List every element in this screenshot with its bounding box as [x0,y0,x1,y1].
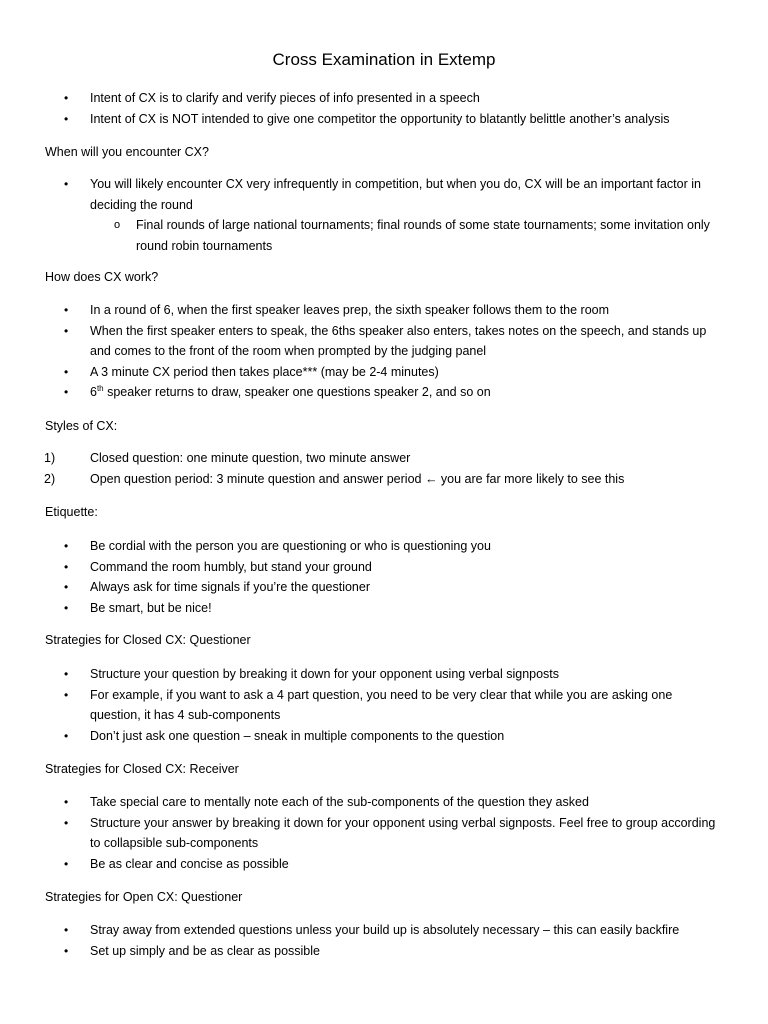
bullet-icon: • [64,943,69,958]
sub-list-item: o Final rounds of large national tournaments; final rounds of some state tournaments; some invitation only round robin tournaments [64,215,724,256]
list-item: • A 3 minute CX period then takes place*** (may be 2-4 minutes) [64,362,724,383]
bullet-icon: • [64,795,69,809]
section-heading-open-questioner: Strategies for Open CX: Questioner [45,890,243,904]
list-item: • Intent of CX is NOT intended to give one competitor the opportunity to blatantly belittle another’s analysis [64,109,724,130]
bullet-icon: • [64,600,69,615]
section-heading-when: When will you encounter CX? [45,145,209,159]
list-item: • 6th speaker returns to draw, speaker one questions speaker 2, and so on [64,382,724,403]
bullet-icon: • [64,580,69,595]
list-item: • You will likely encounter CX very infrequently in competition, but when you do, CX will be an important factor in deciding the round [64,174,724,215]
page-title: Cross Examination in Extemp [272,50,496,69]
list-item: 1) Closed question: one minute question, two minute answer [64,448,724,469]
list-item: • When the first speaker enters to speak, the 6ths speaker also enters, takes notes on the speech, and stands up and comes to the front of the room when prompted by the judging panel [64,321,724,362]
list-item: • Be smart, but be nice! [64,598,724,619]
list-number: 2) [44,471,56,486]
list-item: • Intent of CX is to clarify and verify pieces of info presented in a speech [64,88,724,109]
closed-receiver-list [64,792,724,874]
list-item: • Command the room humbly, but stand your ground [64,557,724,578]
bullet-icon: • [64,364,69,379]
bullet-icon: • [64,559,69,574]
etiquette-list [64,536,724,618]
sub-bullet-icon: o [114,219,121,232]
bullet-icon: • [64,667,69,681]
bullet-icon: • [64,323,69,338]
open-questioner-list [64,920,724,961]
list-item: • Set up simply and be as clear as possible [64,941,724,962]
bullet-icon: • [64,856,69,871]
styles-list [44,448,724,489]
section-heading-styles: Styles of CX: [45,419,118,433]
how-list [64,300,724,403]
list-item: • Always ask for time signals if you’re the questioner [64,577,724,598]
bullet-icon: • [64,923,69,937]
list-item: • Take special care to mentally note each of the sub-components of the question they asked [64,792,724,813]
list-item: • Stray away from extended questions unless your build up is absolutely necessary – this can easily backfire [64,920,724,941]
when-list [64,174,724,256]
section-heading-closed-receiver: Strategies for Closed CX: Receiver [45,762,239,776]
list-number: 1) [44,451,56,465]
list-item: • Structure your question by breaking it down for your opponent using verbal signposts [64,664,724,685]
list-item: • Be cordial with the person you are questioning or who is questioning you [64,536,724,557]
section-heading-closed-questioner: Strategies for Closed CX: Questioner [45,633,251,647]
list-item: • For example, if you want to ask a 4 part question, you need to be very clear that while you are asking one question, it has 4 sub-components [64,685,724,726]
bullet-icon: • [64,303,69,317]
bullet-icon: • [64,385,69,400]
list-item: • Be as clear and concise as possible [64,854,724,875]
section-heading-how: How does CX work? [45,270,159,284]
list-item: • Don’t just ask one question – sneak in multiple components to the question [64,726,724,747]
bullet-icon: • [64,728,69,743]
bullet-icon: • [64,687,69,702]
list-item: • In a round of 6, when the first speaker leaves prep, the sixth speaker follows them to the room [64,300,724,321]
bullet-icon: • [64,111,69,126]
intro-list [64,88,724,129]
list-item: 2) Open question period: 3 minute question and answer period ← you are far more likely to see this [64,469,724,490]
list-item: • Structure your answer by breaking it down for your opponent using verbal signposts. Feel free to group according to collapsible sub-components [64,813,724,854]
bullet-icon: • [64,815,69,830]
bullet-icon: • [64,91,69,105]
section-heading-etiquette: Etiquette: [45,505,98,519]
bullet-icon: • [64,177,69,191]
closed-questioner-list [64,664,724,746]
bullet-icon: • [64,539,69,553]
